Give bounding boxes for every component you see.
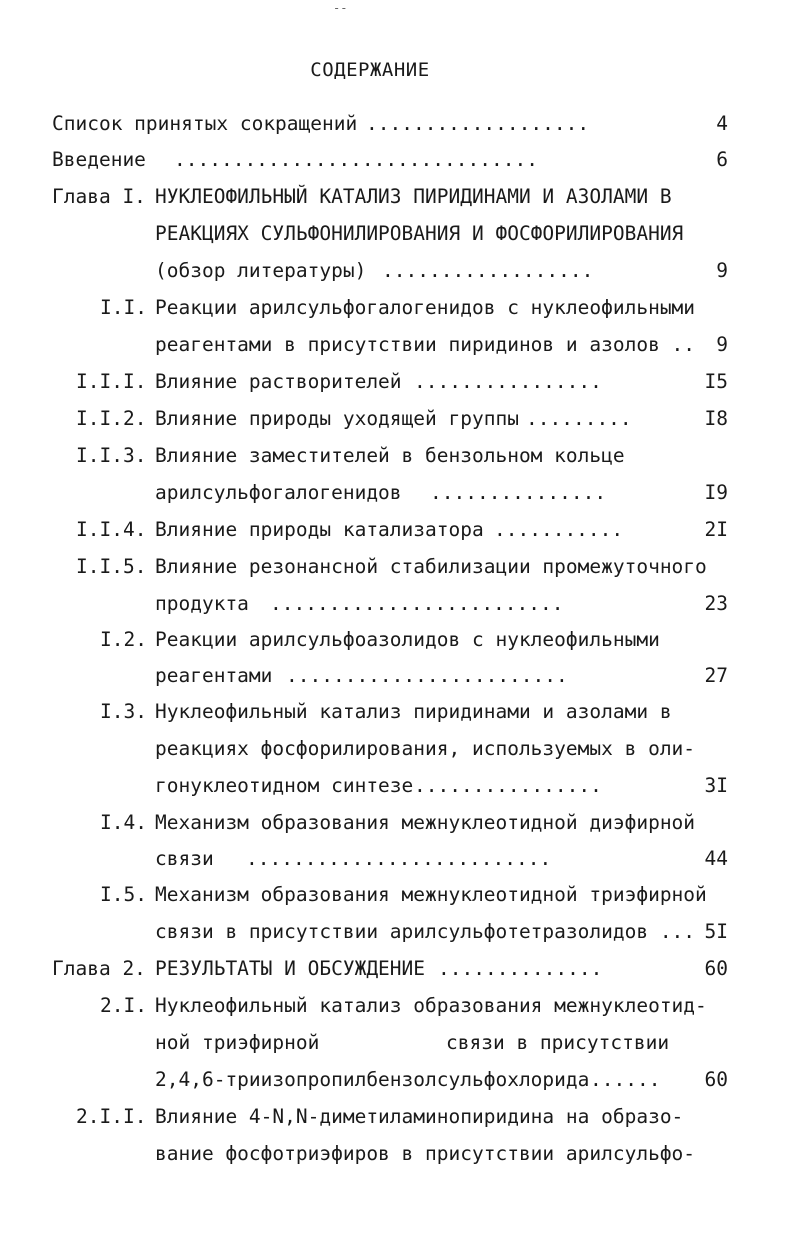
toc-entry-line: реагентами bbox=[155, 664, 273, 687]
toc-entry-line: арилсульфогалогенидов bbox=[155, 481, 402, 504]
toc-entry-line: НУКЛЕОФИЛЬНЫЙ КАТАЛИЗ ПИРИДИНАМИ И АЗОЛАМИ В bbox=[155, 185, 672, 208]
leader-dots: ......... bbox=[526, 407, 632, 430]
toc-entry-abbreviations: Список принятых сокращений bbox=[52, 112, 358, 135]
toc-entry-line: Влияние заместителей в бензольном кольце bbox=[155, 444, 625, 467]
page-number: 4 bbox=[716, 112, 728, 135]
toc-entry-line: Нуклеофильный катализ пиридинами и азолами в bbox=[155, 700, 672, 723]
toc-entry-line: РЕАКЦИЯХ СУЛЬФОНИЛИРОВАНИЯ И ФОСФОРИЛИРОВАНИЯ bbox=[155, 222, 684, 245]
page-number: 23 bbox=[704, 592, 728, 615]
page-number: I8 bbox=[704, 407, 728, 430]
toc-entry-line: Влияние природы катализатора bbox=[155, 518, 484, 541]
toc-entry-introduction: Введение bbox=[52, 148, 146, 171]
toc-entry-line: ной триэфирной bbox=[155, 1031, 320, 1054]
toc-section-number: 2.I. bbox=[100, 994, 147, 1017]
leader-dots: ............... bbox=[430, 481, 607, 504]
toc-section-number: I.I.4. bbox=[76, 518, 147, 541]
toc-entry-line: Механизм образования межнуклеотидной триэфирной bbox=[155, 883, 707, 906]
toc-entry-line: связи в присутствии bbox=[446, 1031, 670, 1054]
toc-section-number: I.I.3. bbox=[76, 444, 147, 467]
toc-entry-line: Влияние резонансной стабилизации промежуточного bbox=[155, 555, 707, 578]
toc-entry-line: Нуклеофильный катализ образования межнуклеотид- bbox=[155, 994, 707, 1017]
page-number: 6 bbox=[716, 148, 728, 171]
page-number: 27 bbox=[704, 664, 728, 687]
page-number: 5I bbox=[704, 920, 728, 943]
toc-chapter-number: Глава I. bbox=[52, 185, 146, 208]
toc-section-number: I.I.5. bbox=[76, 555, 147, 578]
leader-dots: ............................... bbox=[174, 148, 538, 171]
leader-dots: .......................... bbox=[246, 847, 552, 870]
page-number: 60 bbox=[704, 1068, 728, 1091]
toc-entry-line: Влияние природы уходящей группы bbox=[155, 407, 519, 430]
leader-dots: .............. bbox=[438, 957, 603, 980]
toc-section-number: I.4. bbox=[100, 811, 147, 834]
toc-entry-line: продукта bbox=[155, 592, 249, 615]
toc-entry-line: Влияние 4-N,N-диметиламинопиридина на образо- bbox=[155, 1105, 684, 1128]
page-number: 9 bbox=[716, 259, 728, 282]
toc-section-number: I.I.I. bbox=[76, 370, 147, 393]
toc-entry-line: гонуклеотидном синтезе bbox=[155, 774, 414, 797]
toc-section-number: I.2. bbox=[100, 628, 147, 651]
leader-dots: ........... bbox=[494, 518, 624, 541]
toc-entry-line: Влияние растворителей bbox=[155, 370, 402, 393]
toc-section-number: I.3. bbox=[100, 700, 147, 723]
toc-entry-line: связи в присутствии арилсульфотетразолидов ... bbox=[155, 920, 696, 943]
leader-dots: ................ bbox=[414, 370, 602, 393]
leader-dots: ........................ bbox=[286, 664, 568, 687]
toc-entry-line: реагентами в присутствии пиридинов и азолов .. bbox=[155, 333, 696, 356]
toc-entry-line: Реакции арилсульфоазолидов с нуклеофильными bbox=[155, 628, 660, 651]
leader-dots: .................. bbox=[382, 259, 594, 282]
page-number: 9 bbox=[716, 333, 728, 356]
page-number: 44 bbox=[704, 847, 728, 870]
toc-section-number: I.5. bbox=[100, 883, 147, 906]
leader-dots: ......................... bbox=[270, 592, 564, 615]
toc-chapter-number: Глава 2. bbox=[52, 957, 146, 980]
toc-entry-line: (обзор литературы) bbox=[155, 259, 367, 282]
toc-entry-line: реакциях фосфорилирования, используемых в оли- bbox=[155, 737, 696, 760]
leader-dots: ...... bbox=[590, 1068, 661, 1091]
toc-entry-line: РЕЗУЛЬТАТЫ И ОБСУЖДЕНИЕ bbox=[155, 957, 426, 980]
page-number: 60 bbox=[704, 957, 728, 980]
toc-entry-line: Механизм образования межнуклеотидной диэфирной bbox=[155, 811, 696, 834]
page-number: 2I bbox=[704, 518, 728, 541]
toc-entry-line: вание фосфотриэфиров в присутствии арилсульфо- bbox=[155, 1142, 696, 1165]
toc-section-number: 2.I.I. bbox=[76, 1105, 147, 1128]
toc-entry-line: Реакции арилсульфогалогенидов с нуклеофильными bbox=[155, 296, 696, 319]
page-number: I5 bbox=[704, 370, 728, 393]
leader-dots: ................... bbox=[366, 112, 590, 135]
toc-entry-line: связи bbox=[155, 847, 214, 870]
page-number: 3I bbox=[704, 774, 728, 797]
page-title: СОДЕРЖАНИЕ bbox=[310, 59, 430, 81]
top-mark: -- bbox=[333, 1, 348, 15]
page-number: I9 bbox=[704, 481, 728, 504]
toc-entry-line: 2,4,6-триизопропилбензолсульфохлорида bbox=[155, 1068, 590, 1091]
toc-section-number: I.I. bbox=[100, 296, 147, 319]
leader-dots: ................ bbox=[414, 774, 602, 797]
toc-section-number: I.I.2. bbox=[76, 407, 147, 430]
